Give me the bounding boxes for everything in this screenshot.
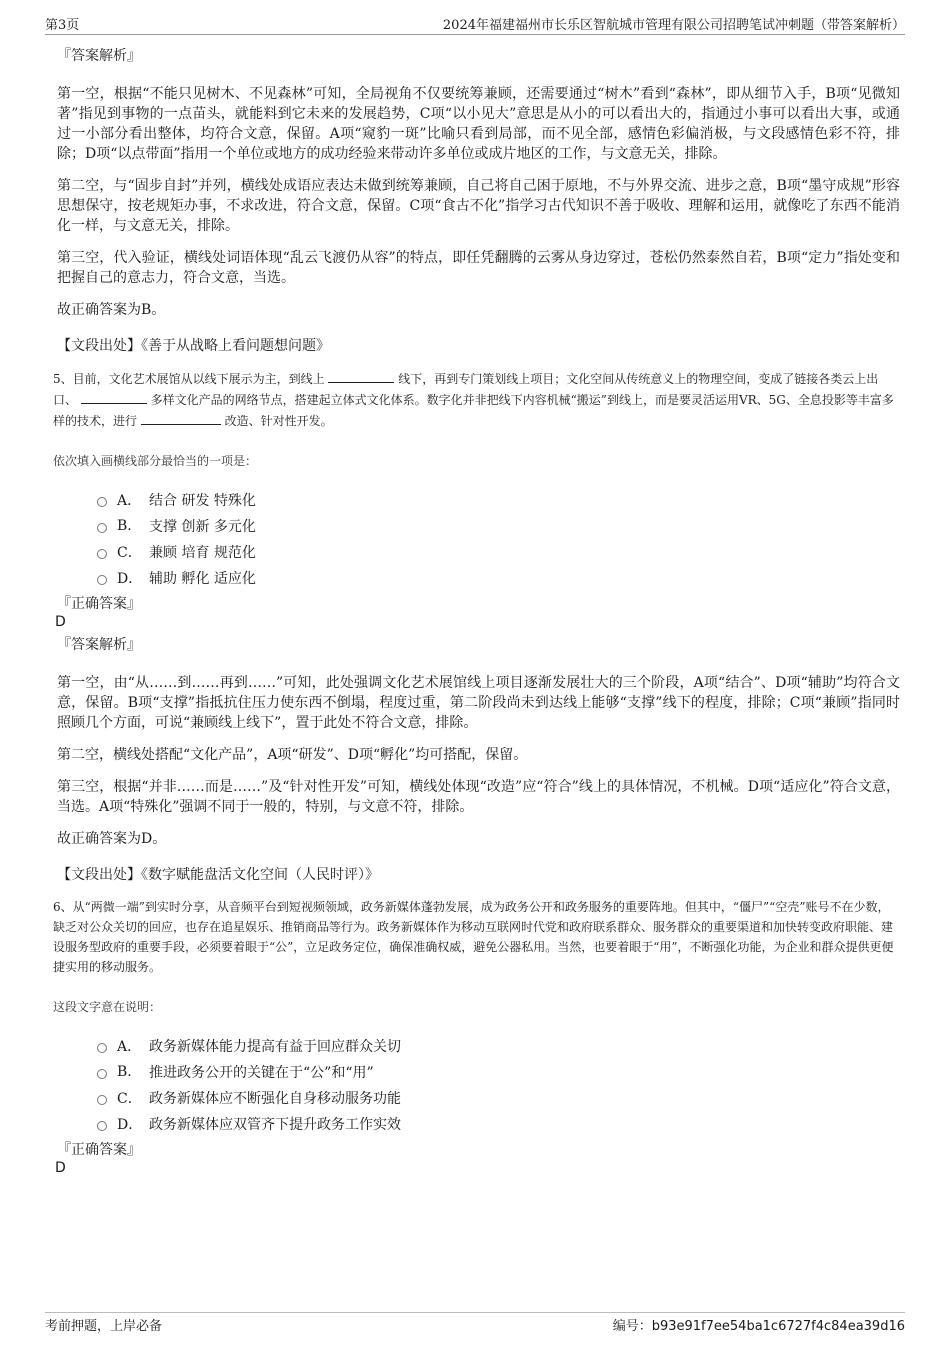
question-5-stem: 5、目前，文化艺术展馆从以线下展示为主，到线上 线下，再到专门策划线上项目；文化空间从传统意义上的物理空间，变成了链接各类云上出口、 多样文化产品的网络节点，搭建起立体式文化体系。数字化并非把线下内容机械“搬运”到线上，而是要灵活运用VR、5G、全息投影等丰富多样的技术，进行 改造、针对性开发。 — [53, 368, 900, 431]
question-6-stem: 6、从“两微一端”到实时分享，从音频平台到短视频领域，政务新媒体蓬勃发展，成为政务公开和政务服务的重要阵地。但其中，“僵尸”“空壳”账号不在少数，缺乏对公众关切的回应，也存在追星娱乐、推销商品等行为。政务新媒体作为移动互联网时代党和政府联系群众、服务群众的重要渠道和加快转变政府职能、建设服务型政府的重要手段，必须要着眼于“公”，立足政务定位，确保准确权威，避免公器私用。当然，也要着眼于“用”，不断强化功能，为企业和群众提供更便捷实用的移动服务。 — [53, 900, 894, 974]
radio-icon[interactable] — [97, 1069, 107, 1079]
analysis-conclusion: 故正确答案为D。 — [57, 831, 167, 847]
analysis-label: 『答案解析』 — [57, 48, 141, 64]
blank-1 — [328, 368, 394, 383]
correct-answer-label: 『正确答案』 — [57, 596, 141, 612]
option-d[interactable]: D． 政务新媒体应双管齐下提升政务工作实效 — [97, 1111, 900, 1137]
analysis-paragraph: 第三空，根据“并非……而是……”及“针对性开发”可知，横线处体现“改造”应“符合”线上的具体情况，不机械。D项“适应化”符合文意，当选。A项“特殊化”强调不同于一般的，特别，与文意不符，排除。 — [57, 779, 900, 815]
analysis-paragraph: 第二空，横线处搭配“文化产品”，A项“研发”、D项“孵化”均可搭配，保留。 — [57, 747, 528, 763]
blank-3 — [141, 410, 221, 425]
analysis-paragraph: 第三空，代入验证，横线处词语体现“乱云飞渡仍从容”的特点，即任凭翻腾的云雾从身边穿过，苍松仍然泰然自若，B项“定力”指处变和把握自己的意志力，符合文意，当选。 — [57, 250, 900, 286]
radio-icon[interactable] — [97, 523, 107, 533]
question-5-prompt: 依次填入画横线部分最恰当的一项是： — [53, 454, 258, 468]
option-a[interactable]: A． 政务新媒体能力提高有益于回应群众关切 — [97, 1033, 900, 1059]
blank-2 — [81, 389, 147, 404]
correct-answer-label: 『正确答案』 — [57, 1142, 141, 1158]
document-code: 编号：b93e91f7ee54ba1c6727f4c84ea39d16 — [612, 1319, 905, 1334]
radio-icon[interactable] — [97, 1095, 107, 1105]
page-header — [45, 14, 905, 35]
analysis-label: 『答案解析』 — [57, 637, 141, 653]
analysis-paragraph: 第一空，由“从……到……再到……”可知，此处强调文化艺术展馆线上项目逐渐发展壮大的三个阶段，A项“结合”、D项“辅助”均符合文意，保留。B项“支撑”指抵抗住压力使东西不倒塌，程度过重，第二阶段尚未到达线上能够“支撑”线下的程度，排除；C项“兼顾”指同时照顾几个方面，可说“兼顾线上线下”，置于此处不符合文意，排除。 — [57, 675, 900, 731]
source-citation: 【文段出处】《数字赋能盘活文化空间（人民时评）》 — [57, 867, 379, 883]
page-content — [53, 46, 900, 1181]
option-c[interactable]: C． 兼顾 培育 规范化 — [97, 539, 900, 565]
option-c[interactable]: C． 政务新媒体应不断强化自身移动服务功能 — [97, 1085, 900, 1111]
radio-icon[interactable] — [97, 1121, 107, 1131]
analysis-conclusion: 故正确答案为B。 — [57, 302, 166, 318]
correct-answer-value: D — [55, 1160, 66, 1176]
question-6-prompt: 这段文字意在说明： — [53, 1000, 162, 1014]
option-a[interactable]: A． 结合 研发 特殊化 — [97, 487, 900, 513]
analysis-paragraph: 第二空，与“固步自封”并列，横线处成语应表达未做到统筹兼顾，自己将自己困于原地，不与外界交流、进步之意，B项“墨守成规”形容思想保守，按老规矩办事，不求改进，符合文意，保留。C项“食古不化”指学习古代知识不善于吸收、理解和运用，就像吃了东西不能消化一样，与文意无关，排除。 — [57, 178, 900, 234]
page-footer — [45, 1312, 905, 1337]
option-b[interactable]: B. 推进政务公开的关键在于“公”和“用” — [97, 1059, 900, 1085]
analysis-paragraph: 第一空，根据“不能只见树木、不见森林”可知，全局视角不仅要统筹兼顾，还需要通过“树木”看到“森林”，即从细节入手，B项“见微知著”指见到事物的一点苗头，就能料到它未来的发展趋势，C项“以小见大”意思是从小的可以看出大的，指通过小事可以看出大事，或通过一小部分看出整体，均符合文意，保留。A项“窥豹一斑”比喻只看到局部，而不见全部，感情色彩偏消极，与文段感情色彩不符，排除；D项“以点带面”指用一个单位或地方的成功经验来带动许多单位或成片地区的工作，与文意无关，排除。 — [57, 86, 900, 162]
radio-icon[interactable] — [97, 575, 107, 585]
correct-answer-value: D — [55, 614, 66, 630]
page-number: 第3页 — [45, 18, 80, 33]
radio-icon[interactable] — [97, 497, 107, 507]
footer-slogan: 考前押题，上岸必备 — [45, 1319, 163, 1334]
option-d[interactable]: D． 辅助 孵化 适应化 — [97, 565, 900, 591]
option-b[interactable]: B. 支撑 创新 多元化 — [97, 513, 900, 539]
question-5-options — [97, 487, 900, 591]
question-6-options — [97, 1033, 900, 1137]
radio-icon[interactable] — [97, 1043, 107, 1053]
radio-icon[interactable] — [97, 549, 107, 559]
source-citation: 【文段出处】《善于从战略上看问题想问题》 — [57, 338, 330, 354]
document-title: 2024年福建福州市长乐区智航城市管理有限公司招聘笔试冲刺题（带答案解析） — [442, 18, 905, 33]
